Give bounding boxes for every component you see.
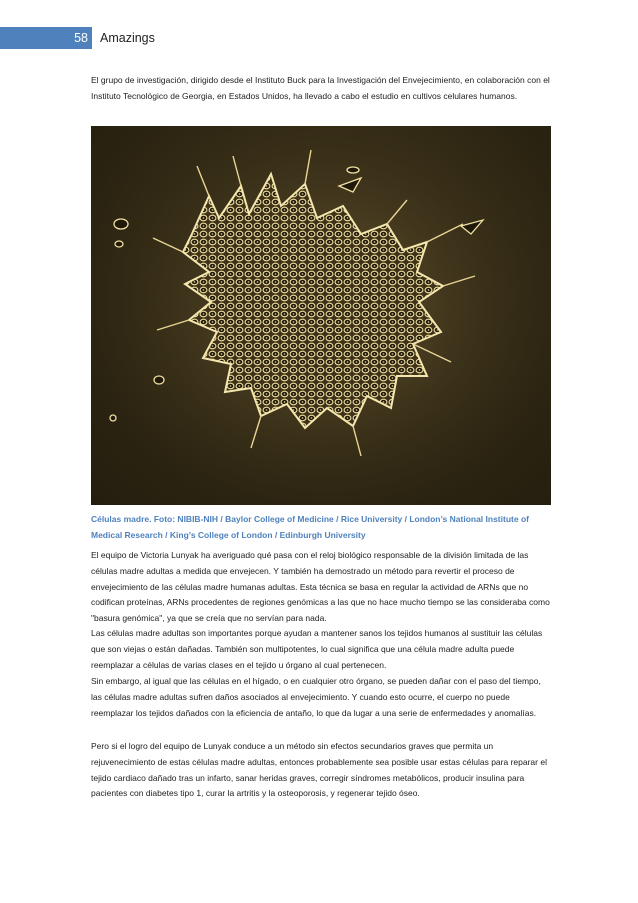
section-title: Amazings [100, 31, 155, 45]
body-paragraph: Las células madre adultas son importantes porque ayudan a mantener sanos los tejidos humanos al sustituir las células que son viejas o están dañadas. También son multipotentes, lo cual significa que una célula madre adulta puede reemplazar a células de varias clases en el tejido u órgano al cual pertenecen. [91, 628, 543, 670]
photo-caption: Células madre. Foto: NIBIB-NIH / Baylor College of Medicine / Rice University / London’s National Institute of Medical Research / King’s College of London / Edinburgh University [91, 514, 529, 540]
intro-paragraph: El grupo de investigación, dirigido desde el Instituto Buck para la Investigación del Envejecimiento, en colaboración con el Instituto Tecnológico de Georgia, en Estados Unidos, ha llevado a cabo el estudio en cultivos celulares humanos. [91, 75, 550, 101]
body-paragraph: Sin embargo, al igual que las células en el hígado, o en cualquier otro órgano, se pueden dañar con el paso del tiempo, las células madre adultas sufren daños asociados al envejecimiento. Y cuando esto ocurre, el cuerpo no puede reemplazar los tejidos dañados con la eficiencia de antaño, lo que da lugar a una serie de enfermedades y anomalías. [91, 676, 541, 718]
stem-cell-photo [91, 126, 551, 505]
body-paragraph: Pero si el logro del equipo de Lunyak conduce a un método sin efectos secundarios graves que permita un rejuvenecimiento de estas células madre adultas, entonces probablemente sea posible usar estas células para reparar el tejido cardiaco dañado tras un infarto, sanar heridas graves, corregir síndromes metabólicos, producir insulina para pacientes con diabetes tipo 1, curar la artritis y la osteoporosis, y regenerar tejido óseo. [91, 741, 547, 799]
body-paragraph: El equipo de Victoria Lunyak ha averiguado qué pasa con el reloj biológico responsable de la división limitada de las células madre adultas a medida que envejecen. Y también ha demostrado un método para revertir el proceso de envejecimiento de las células madre humanas adultas. Esta técnica se basa en regular la actividad de ARNs que no codifican proteínas, ARNs procedentes de regiones genómicas a las que no hace mucho tiempo se las consideraba como "basura genómica", ya que se creía que no servían para nada. [91, 550, 550, 624]
page-number: 58 [0, 27, 92, 49]
page-header [0, 27, 638, 49]
stem-cell-colony-illustration [91, 126, 551, 505]
